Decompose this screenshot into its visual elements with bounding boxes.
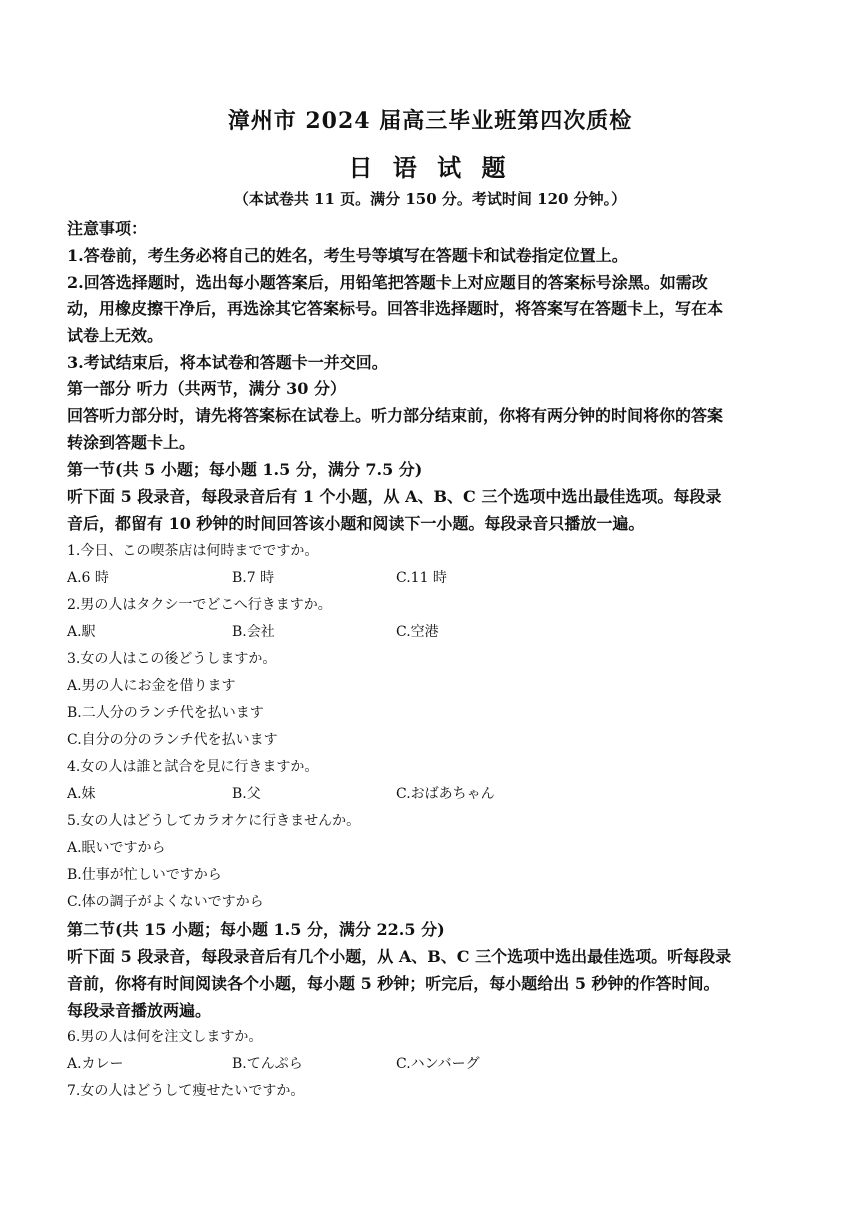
subject-title: 日 语 试 题: [348, 153, 512, 182]
exam-info: （本试卷共 11 页。满分 150 分。考试时间 120 分钟。）: [233, 190, 627, 208]
q2-option-c: C.空港: [396, 624, 439, 640]
q2-option-a: A.駅: [67, 624, 96, 640]
question-3: 3.女の人はこの後どうしますか。: [67, 651, 277, 667]
section2-instruction-line-2: 音前，你将有时间阅读各个小题，每小题 5 秒钟；听完后，每小题给出 5 秒钟的作答时间。: [67, 974, 720, 993]
section2-instruction-line-3: 每段录音播放两遍。: [67, 1001, 212, 1020]
notice-item-2-line-2: 动，用橡皮擦干净后，再选涂其它答案标号。回答非选择题时，将答案写在答题卡上，写在本: [67, 299, 724, 318]
notice-item-1: 1.答卷前，考生务必将自己的姓名，考生号等填写在答题卡和试卷指定位置上。: [67, 246, 628, 265]
q4-option-c: C.おばあちゃん: [396, 786, 495, 802]
q4-option-a: A.妹: [67, 786, 96, 802]
q3-option-b: B.二人分のランチ代を払います: [67, 705, 264, 721]
question-1: 1.今日、この喫茶店は何時までですか。: [67, 543, 319, 559]
q3-option-a: A.男の人にお金を借ります: [67, 678, 236, 694]
part1-instruction-line-2: 转涂到答题卡上。: [67, 433, 196, 452]
section2-instruction-line-1: 听下面 5 段录音，每段录音后有几个小题，从 A、B、C 三个选项中选出最佳选项。听每段录: [67, 947, 732, 966]
q6-option-c: C.ハンバーグ: [396, 1056, 480, 1072]
notice-item-2-line-3: 试卷上无效。: [67, 326, 164, 345]
q5-option-b: B.仕事が忙しいですから: [67, 867, 222, 883]
q5-option-c: C.体の調子がよくないですから: [67, 894, 264, 910]
part1-instruction-line-1: 回答听力部分时，请先将答案标在试卷上。听力部分结束前，你将有两分钟的时间将你的答案: [67, 406, 724, 425]
q3-option-c: C.自分の分のランチ代を払います: [67, 732, 278, 748]
question-4: 4.女の人は誰と試合を見に行きますか。: [67, 759, 319, 775]
question-7: 7.女の人はどうして痩せたいですか。: [67, 1083, 305, 1099]
exam-title: 漳州市 2024 届高三毕业班第四次质检: [227, 108, 633, 134]
section1-instruction-line-2: 音后，都留有 10 秒钟的时间回答该小题和阅读下一小题。每段录音只播放一遍。: [67, 514, 645, 533]
part1-heading: 第一部分 听力（共两节，满分 30 分）: [67, 379, 346, 398]
notice-heading: 注意事项：: [67, 219, 148, 238]
q5-option-a: A.眠いですから: [67, 840, 166, 856]
q1-option-c: C.11 時: [396, 570, 447, 586]
question-5: 5.女の人はどうしてカラオケに行きませんか。: [67, 813, 361, 829]
section1-heading: 第一节(共 5 小题；每小题 1.5 分，满分 7.5 分): [67, 460, 423, 479]
question-2: 2.男の人はタクシ一でどこへ行きますか。: [67, 597, 332, 613]
q4-option-b: B.父: [232, 786, 261, 802]
q1-option-a: A.6 時: [67, 570, 109, 586]
section1-instruction-line-1: 听下面 5 段录音，每段录音后有 1 个小题，从 A、B、C 三个选项中选出最佳选项。每段录: [67, 487, 722, 506]
notice-item-3: 3.考试结束后，将本试卷和答题卡一并交回。: [67, 353, 388, 372]
q2-option-b: B.会社: [232, 624, 275, 640]
q6-option-b: B.てんぷら: [232, 1056, 303, 1072]
section2-heading: 第二节(共 15 小题；每小题 1.5 分，满分 22.5 分): [67, 920, 445, 939]
q1-option-b: B.7 時: [232, 570, 275, 586]
notice-item-2-line-1: 2.回答选择题时，选出每小题答案后，用铅笔把答题卡上对应题目的答案标号涂黑。如需改: [67, 273, 708, 292]
q6-option-a: A.カレー: [67, 1056, 124, 1072]
question-6: 6.男の人は何を注文しますか。: [67, 1029, 263, 1045]
